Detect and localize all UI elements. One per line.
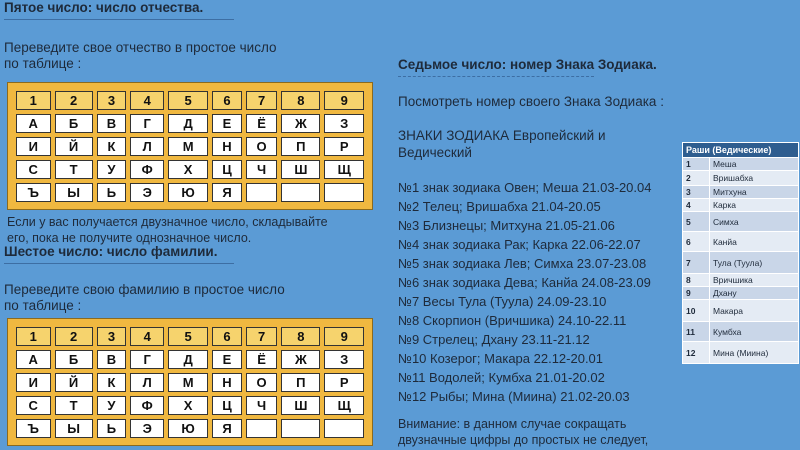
letter-cell: Ф — [130, 396, 164, 415]
letter-cell: Р — [324, 373, 364, 392]
digit-cell: 1 — [16, 91, 51, 110]
letter-cell: Г — [130, 114, 164, 133]
digit-cell: 6 — [212, 91, 242, 110]
rashi-row — [683, 252, 799, 274]
letter-cell: И — [16, 373, 51, 392]
letter-cell: Ю — [168, 419, 208, 438]
letter-cell: Щ — [324, 160, 364, 179]
letter-cell: В — [97, 350, 127, 369]
letter-cell — [324, 419, 364, 438]
zodiac-sign-item: №3 Близнецы; Митхуна 21.05-21.06 — [398, 218, 615, 233]
digit-cell: 3 — [97, 91, 127, 110]
letter-cell: Ф — [130, 160, 164, 179]
rashi-row — [683, 300, 799, 322]
letter-cell: М — [168, 373, 208, 392]
title-underline — [4, 19, 234, 20]
letter-cell: Б — [55, 350, 93, 369]
letter-cell: П — [281, 137, 320, 156]
letter-cell: Е — [212, 114, 242, 133]
rashi-row — [683, 287, 799, 300]
letter-cell — [281, 183, 320, 202]
letter-cell: Ш — [281, 160, 320, 179]
digit-cell: 5 — [168, 91, 208, 110]
zodiac-sign-item: №2 Телец; Вришабха 21.04-20.05 — [398, 199, 601, 214]
letter-cell — [281, 419, 320, 438]
sixth-number-title: Шестое число: число фамилии. — [4, 244, 218, 259]
rashi-number: 4 — [683, 199, 710, 212]
letter-cell: Л — [130, 137, 164, 156]
digit-cell: 4 — [130, 91, 164, 110]
sixth-desc-line2: по таблице : — [4, 298, 82, 313]
letter-cell: У — [97, 160, 127, 179]
rashi-row — [683, 274, 799, 287]
zodiac-sign-item: №4 знак зодиака Рак; Карка 22.06-22.07 — [398, 237, 641, 252]
letter-cell: Э — [130, 419, 164, 438]
letter-cell: Х — [168, 160, 208, 179]
attention-line2: двузначные цифры до простых не следует, — [398, 433, 649, 447]
letter-cell: Ь — [97, 183, 127, 202]
rashi-number: 6 — [683, 232, 710, 252]
letter-cell: Ч — [246, 160, 277, 179]
rashi-table — [682, 142, 799, 364]
seventh-number-title: Седьмое число: номер Знака Зодиака. — [398, 57, 657, 72]
fifth-desc-line2: по таблице : — [4, 56, 82, 71]
letter-cell: Ж — [281, 350, 320, 369]
rashi-row — [683, 342, 799, 364]
rashi-number: 8 — [683, 274, 710, 287]
rashi-number: 12 — [683, 342, 710, 364]
letter-cell: Ц — [212, 160, 242, 179]
letter-cell: Ъ — [16, 183, 51, 202]
rashi-name: Митхуна — [710, 186, 799, 199]
letter-cell: И — [16, 137, 51, 156]
zodiac-sign-item: №11 Водолей; Кумбха 21.01-20.02 — [398, 370, 605, 385]
alphabet-table-bottom — [7, 318, 373, 446]
rashi-name: Мина (Миина) — [710, 342, 799, 364]
rashi-name: Карка — [710, 199, 799, 212]
rashi-header: Раши (Ведические) — [683, 143, 799, 158]
digit-cell: 9 — [324, 91, 364, 110]
see-zodiac-text: Посмотреть номер своего Знака Зодиака : — [398, 94, 664, 109]
digit-cell: 7 — [246, 327, 277, 346]
note-line1: Если у вас получается двузначное число, складывайте — [7, 215, 328, 229]
letter-cell: К — [97, 137, 127, 156]
zodiac-sign-item: №10 Козерог; Макара 22.12-20.01 — [398, 351, 604, 366]
letter-cell: Ё — [246, 114, 277, 133]
letter-cell: С — [16, 160, 51, 179]
digit-cell: 3 — [97, 327, 127, 346]
rashi-name: Вришабха — [710, 171, 799, 186]
rashi-number: 5 — [683, 212, 710, 232]
rashi-name: Меша — [710, 158, 799, 171]
rashi-row — [683, 158, 799, 171]
letter-cell: Х — [168, 396, 208, 415]
zodiac-sign-item: №7 Весы Тула (Туула) 24.09-23.10 — [398, 294, 607, 309]
letter-cell: З — [324, 114, 364, 133]
zodiac-sign-item: №1 знак зодиака Овен; Меша 21.03-20.04 — [398, 180, 652, 195]
letter-cell: К — [97, 373, 127, 392]
letter-cell — [246, 183, 277, 202]
digit-cell: 6 — [212, 327, 242, 346]
rashi-name: Кумбха — [710, 322, 799, 342]
rashi-number: 11 — [683, 322, 710, 342]
letter-cell: Б — [55, 114, 93, 133]
letter-cell: Г — [130, 350, 164, 369]
rashi-row — [683, 212, 799, 232]
letter-cell: Ц — [212, 396, 242, 415]
digit-cell: 9 — [324, 327, 364, 346]
zodiac-sign-item: №12 Рыбы; Мина (Миина) 21.02-20.03 — [398, 389, 630, 404]
rashi-number: 7 — [683, 252, 710, 274]
letter-cell: П — [281, 373, 320, 392]
fifth-number-title: Пятое число: число отчества. — [4, 0, 204, 15]
rashi-name: Канйа — [710, 232, 799, 252]
letter-cell: З — [324, 350, 364, 369]
rashi-number: 2 — [683, 171, 710, 186]
letter-cell: Э — [130, 183, 164, 202]
digit-cell: 5 — [168, 327, 208, 346]
letter-cell: Й — [55, 137, 93, 156]
digit-cell: 8 — [281, 91, 320, 110]
letter-cell: Ж — [281, 114, 320, 133]
letter-cell: О — [246, 137, 277, 156]
fifth-desc-line1: Переведите свое отчество в простое число — [4, 40, 277, 55]
attention-line1: Внимание: в данном случае сокращать — [398, 417, 627, 431]
title-underline — [4, 263, 234, 264]
note-line2: его, пока не получите однозначное число. — [7, 231, 252, 245]
rashi-number: 3 — [683, 186, 710, 199]
zodiac-sign-item: №9 Стрелец; Дхану 23.11-21.12 — [398, 332, 590, 347]
digit-cell: 4 — [130, 327, 164, 346]
rashi-row — [683, 186, 799, 199]
digit-cell: 7 — [246, 91, 277, 110]
letter-cell: Н — [212, 137, 242, 156]
rashi-row — [683, 199, 799, 212]
letter-cell: Т — [55, 160, 93, 179]
zodiac-sign-item: №8 Скорпион (Вричшика) 24.10-22.11 — [398, 313, 627, 328]
letter-cell: У — [97, 396, 127, 415]
digit-cell: 8 — [281, 327, 320, 346]
letter-cell: Я — [212, 419, 242, 438]
letter-cell: Ы — [55, 419, 93, 438]
letter-cell: Е — [212, 350, 242, 369]
rashi-number: 9 — [683, 287, 710, 300]
letter-cell: Ё — [246, 350, 277, 369]
signs-title-line1: ЗНАКИ ЗОДИАКА Европейский и — [398, 128, 606, 143]
signs-title-line2: Ведический — [398, 145, 472, 160]
letter-cell: О — [246, 373, 277, 392]
letter-cell: С — [16, 396, 51, 415]
letter-cell: А — [16, 114, 51, 133]
letter-cell: В — [97, 114, 127, 133]
rashi-name: Макара — [710, 300, 799, 322]
letter-cell: Д — [168, 114, 208, 133]
rashi-row — [683, 232, 799, 252]
digit-cell: 2 — [55, 91, 93, 110]
title-dashed-rule — [398, 76, 594, 77]
rashi-name: Симха — [710, 212, 799, 232]
alphabet-table-top — [7, 82, 373, 210]
letter-cell: Л — [130, 373, 164, 392]
letter-cell: Ш — [281, 396, 320, 415]
letter-cell: Т — [55, 396, 93, 415]
letter-cell: Ы — [55, 183, 93, 202]
letter-cell: Щ — [324, 396, 364, 415]
letter-cell: Я — [212, 183, 242, 202]
zodiac-sign-item: №6 знак зодиака Дева; Канйа 24.08-23.09 — [398, 275, 651, 290]
letter-cell: Д — [168, 350, 208, 369]
rashi-row — [683, 322, 799, 342]
rashi-name: Вричшика — [710, 274, 799, 287]
letter-cell: Ь — [97, 419, 127, 438]
rashi-row — [683, 171, 799, 186]
letter-cell — [246, 419, 277, 438]
sixth-desc-line1: Переведите свою фамилию в простое число — [4, 282, 285, 297]
letter-cell: Ъ — [16, 419, 51, 438]
letter-cell: М — [168, 137, 208, 156]
letter-cell: Р — [324, 137, 364, 156]
digit-cell: 2 — [55, 327, 93, 346]
zodiac-sign-item: №5 знак зодиака Лев; Симха 23.07-23.08 — [398, 256, 647, 271]
rashi-number: 10 — [683, 300, 710, 322]
letter-cell: Ю — [168, 183, 208, 202]
letter-cell: Й — [55, 373, 93, 392]
letter-cell: А — [16, 350, 51, 369]
rashi-number: 1 — [683, 158, 710, 171]
rashi-name: Тула (Туула) — [710, 252, 799, 274]
letter-cell: Н — [212, 373, 242, 392]
digit-cell: 1 — [16, 327, 51, 346]
rashi-name: Дхану — [710, 287, 799, 300]
letter-cell — [324, 183, 364, 202]
letter-cell: Ч — [246, 396, 277, 415]
